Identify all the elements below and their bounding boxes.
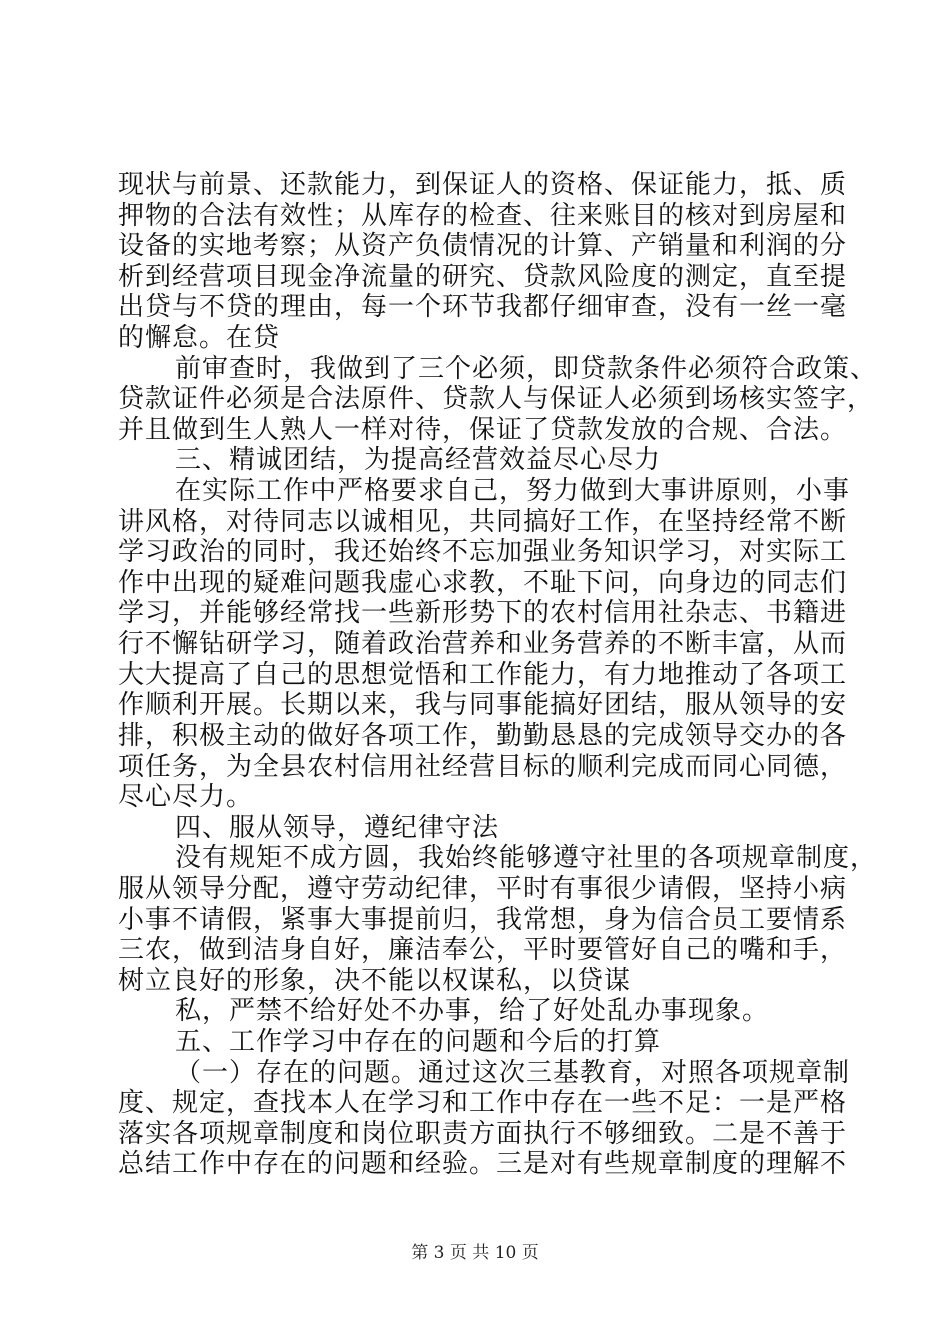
text-line: 的懈怠。在贷 (118, 323, 281, 354)
text-line: 总结工作中存在的问题和经验。三是对有些规章制度的理解不 (118, 1149, 848, 1180)
text-line: 学习，并能够经常找一些新形势下的农村信用社杂志、书籍进 (118, 598, 848, 629)
text-line: 贷款证件必须是合法原件、贷款人与保证人必须到场核实签字， (118, 384, 875, 415)
text-line: 大大提高了自己的思想觉悟和工作能力，有力地推动了各项工 (118, 659, 848, 690)
text-line: 度、规定，查找本人在学习和工作中存在一些不足：一是严格 (118, 1088, 848, 1119)
text-line: 树立良好的形象，决不能以权谋私，以贷谋 (118, 965, 632, 996)
section-heading: 四、服从领导，遵纪律守法 (175, 812, 500, 843)
text-line: 落实各项规章制度和岗位职责方面执行不够细致。二是不善于 (118, 1118, 848, 1149)
text-line: （一）存在的问题。通过这次三基教育，对照各项规章制 (175, 1057, 851, 1088)
text-line: 出贷与不贷的理由，每一个环节我都仔细审查，没有一丝一毫 (118, 292, 848, 323)
text-line: 讲风格，对待同志以诚相见，共同搞好工作，在坚持经常不断 (118, 506, 848, 537)
text-line: 行不懈钻研学习，随着政治营养和业务营养的不断丰富，从而 (118, 629, 848, 660)
text-line: 三农，做到洁身自好，廉洁奉公，平时要管好自己的嘴和手， (118, 935, 848, 966)
text-line: 服从领导分配，遵守劳动纪律，平时有事很少请假，坚持小病 (118, 873, 848, 904)
text-line: 没有规矩不成方圆，我始终能够遵守社里的各项规章制度， (175, 843, 878, 874)
text-line: 前审查时，我做到了三个必须，即贷款条件必须符合政策、 (175, 353, 878, 384)
text-line: 排，积极主动的做好各项工作，勤勤恳恳的完成领导交办的各 (118, 720, 848, 751)
text-line: 小事不请假，紧事大事提前归，我常想，身为信合员工要情系 (118, 904, 848, 935)
text-line: 在实际工作中严格要求自己，努力做到大事讲原则，小事 (175, 476, 851, 507)
text-line: 并且做到生人熟人一样对待，保证了贷款发放的合规、合法。 (118, 414, 848, 445)
text-line: 作中出现的疑难问题我虚心求教，不耻下问，向身边的同志们 (118, 567, 848, 598)
text-line: 设备的实地考察；从资产负债情况的计算、产销量和利润的分 (118, 231, 848, 262)
text-line: 尽心尽力。 (118, 782, 254, 813)
text-line: 私，严禁不给好处不办事，给了好处乱办事现象。 (175, 996, 770, 1027)
section-heading: 三、精诚团结，为提高经营效益尽心尽力 (175, 445, 662, 476)
text-line: 现状与前景、还款能力，到保证人的资格、保证能力，抵、质 (118, 170, 848, 200)
text-line: 作顺利开展。长期以来，我与同事能搞好团结，服从领导的安 (118, 690, 848, 721)
text-line: 押物的合法有效性；从库存的检查、往来账目的核对到房屋和 (118, 200, 848, 231)
page-number-footer: 第 3 页 共 10 页 (411, 1243, 539, 1263)
text-line: 析到经营项目现金净流量的研究、贷款风险度的测定，直至提 (118, 261, 848, 292)
text-line: 项任务，为全县农村信用社经营目标的顺利完成而同心同德， (118, 751, 848, 782)
text-line: 学习政治的同时，我还始终不忘加强业务知识学习，对实际工 (118, 537, 848, 568)
section-heading: 五、工作学习中存在的问题和今后的打算 (175, 1026, 662, 1057)
